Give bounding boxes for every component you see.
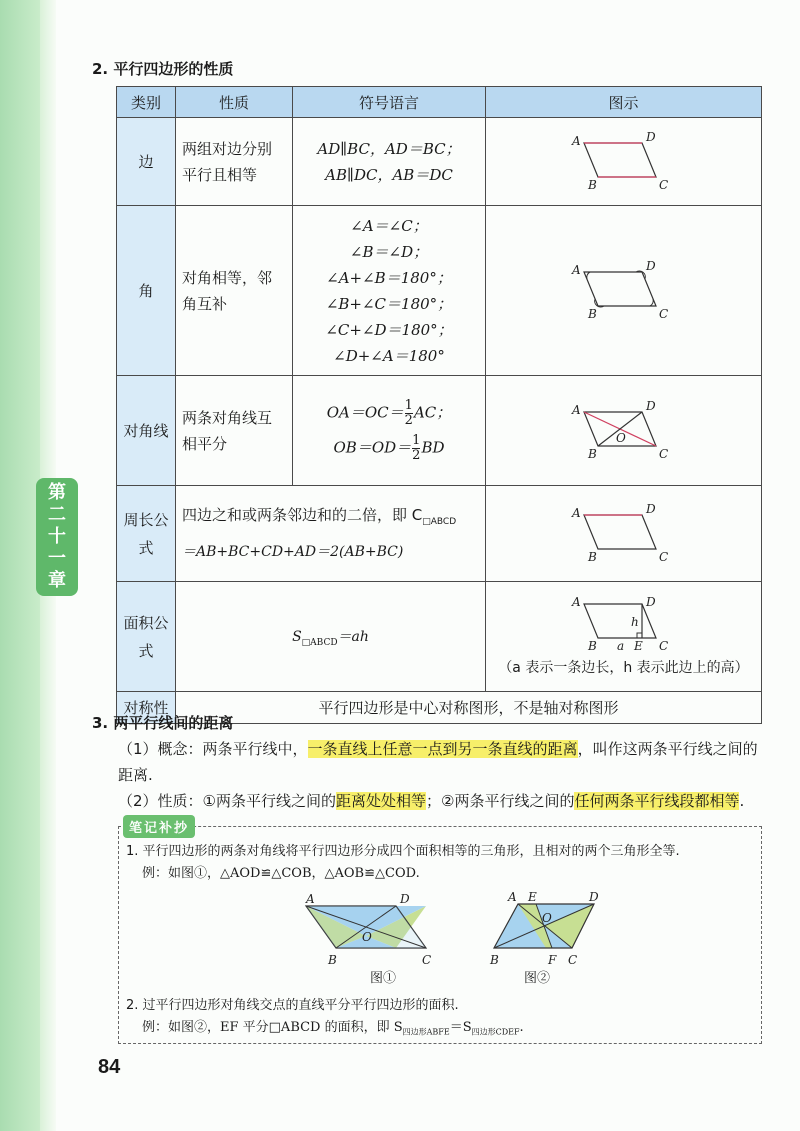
perimeter-line-1 — [182, 500, 479, 537]
left-margin-band — [0, 0, 40, 1131]
concept-paragraph — [118, 736, 768, 788]
label-A: A — [571, 133, 581, 148]
sym-side-1: AD∥BC，AD＝BC； — [317, 139, 461, 158]
perim-line1: 四边之和或两条邻边和的二倍，即 C — [182, 506, 423, 524]
fig-side — [486, 118, 762, 206]
label-D: D — [645, 258, 656, 273]
header-property: 性质 — [176, 87, 293, 118]
area-S: S — [292, 628, 302, 645]
sym-side-2: AB∥DC，AB＝DC — [325, 165, 453, 184]
fig2-label-C: C — [568, 953, 578, 967]
sym-angle-3: ∠A+∠B＝180°； — [326, 268, 452, 287]
note-2-example — [142, 1018, 524, 1043]
sym-diagonal — [293, 376, 486, 486]
n2-end: . — [519, 1020, 524, 1035]
cat-diagonal: 对角线 — [117, 376, 176, 486]
cat-area: 面积公式 — [117, 582, 176, 692]
fig1-label-O: O — [362, 930, 372, 944]
label-a: a — [616, 638, 624, 653]
fig2-label-A: A — [508, 890, 517, 904]
fig-angle — [486, 206, 762, 376]
label-C: C — [658, 177, 668, 192]
parallelogram-figure-side — [564, 125, 684, 195]
frac-num: 1 — [412, 432, 421, 448]
frac-num: 1 — [404, 397, 413, 413]
cat-side: 边 — [117, 118, 176, 206]
label-C: C — [658, 446, 668, 461]
table-row-perimeter — [117, 486, 762, 582]
note-figures — [296, 886, 606, 986]
label-D: D — [645, 129, 656, 144]
fraction-half — [405, 399, 413, 428]
section-2-title: 2. 平行四边形的性质 — [92, 60, 234, 78]
sym-angle-1: ∠A＝∠C； — [350, 216, 428, 235]
label-B: B — [587, 306, 597, 321]
sym-diag-2-pre: OB＝OD＝ — [333, 438, 412, 456]
label-B: B — [587, 549, 597, 564]
parallelogram-figure-area — [549, 592, 699, 654]
header-symbol: 符号语言 — [293, 87, 486, 118]
sym-angle-4: ∠B+∠C＝180°； — [325, 294, 453, 313]
fig1-label-C: C — [422, 953, 432, 967]
label-D: D — [645, 501, 656, 516]
prop-highlight-2: 任何两条平行线段都相等 — [574, 792, 740, 810]
perimeter-text — [176, 486, 486, 582]
concept-post: ，叫作这两条平行线之间的距离. — [118, 740, 758, 784]
prop-mid: ；②两条平行线之间的 — [426, 792, 575, 810]
sym-diag-1-pre: OA＝OC＝ — [326, 403, 404, 421]
table-row-area — [117, 582, 762, 692]
fig2-label-E: E — [528, 890, 537, 904]
header-category: 类别 — [117, 87, 176, 118]
property-paragraph — [118, 788, 768, 814]
chapter-tab-text: 第二十一章 — [48, 482, 66, 591]
label-B: B — [587, 638, 597, 653]
fig1-label-A: A — [306, 892, 315, 906]
fig2-label-B: B — [490, 953, 499, 967]
fig1-label-D: D — [400, 892, 410, 906]
n2-eq: ＝S — [449, 1020, 472, 1035]
sym-angle-6: ∠D+∠A＝180° — [333, 346, 445, 365]
symmetry-text: 平行四边形是中心对称图形，不是轴对称图形 — [176, 692, 762, 724]
note-1-example: 例：如图①，△AOD≌△COB，△AOB≌△COD. — [142, 866, 420, 881]
area-formula — [176, 582, 486, 692]
area-sub: □ABCD — [301, 637, 338, 648]
label-h: h — [630, 614, 639, 629]
table-row-side — [117, 118, 762, 206]
cat-perimeter: 周长公式 — [117, 486, 176, 582]
sym-diag-2-post: BD — [421, 438, 445, 456]
concept-pre: （1）概念：两条平行线中， — [118, 740, 308, 758]
label-D: D — [645, 594, 656, 609]
area-note: （a 表示一条边长，h 表示此边上的高） — [498, 659, 749, 676]
label-C: C — [658, 638, 668, 653]
sym-side — [293, 118, 486, 206]
prop-side: 两组对边分别平行且相等 — [176, 118, 293, 206]
prop-angle: 对角相等，邻角互补 — [176, 206, 293, 376]
page-number: 84 — [98, 1056, 121, 1078]
label-E: E — [633, 638, 643, 653]
section-3-title: 3. 两平行线间的距离 — [92, 714, 234, 732]
label-A: A — [571, 594, 581, 609]
perim-sub: □ABCD — [422, 517, 457, 527]
prop-post: . — [739, 792, 745, 810]
fig-area — [486, 582, 762, 692]
fig1-label-B: B — [328, 953, 337, 967]
label-B: B — [587, 177, 597, 192]
label-A: A — [571, 505, 581, 520]
frac-den: 2 — [412, 447, 421, 463]
cat-symmetry: 对称性 — [117, 692, 176, 724]
fig1-caption: 图① — [370, 971, 397, 986]
prop-diagonal: 两条对角线互相平分 — [176, 376, 293, 486]
prop-pre: （2）性质：①两条平行线之间的 — [118, 792, 336, 810]
n2-pre: 例：如图②，EF 平分□ABCD 的面积，即 S — [142, 1020, 403, 1035]
sym-angle-2: ∠B＝∠D； — [349, 242, 429, 261]
sym-angle-5: ∠C+∠D＝180°； — [325, 320, 453, 339]
area-post: ＝ah — [337, 628, 369, 645]
parallelogram-figure-angle — [564, 254, 684, 324]
fig2-label-F: F — [548, 953, 557, 967]
table-header-row — [117, 87, 762, 118]
header-figure: 图示 — [486, 87, 762, 118]
n2-sub1: 四边形ABFE — [402, 1027, 450, 1037]
sym-diag-1-post: AC； — [413, 403, 452, 421]
note-2: 2. 过平行四边形对角线交点的直线平分平行四边形的面积. — [126, 998, 459, 1013]
prop-highlight-1: 距离处处相等 — [336, 792, 427, 810]
parallelogram-figure-perimeter — [564, 497, 684, 567]
fraction-half — [412, 434, 420, 463]
sym-diagonal-2 — [294, 434, 484, 463]
cat-angle: 角 — [117, 206, 176, 376]
label-C: C — [658, 306, 668, 321]
properties-table — [116, 86, 762, 724]
label-B: B — [587, 446, 597, 461]
frac-den: 2 — [404, 412, 413, 428]
label-C: C — [658, 549, 668, 564]
table-row-angle — [117, 206, 762, 376]
label-A: A — [571, 402, 581, 417]
label-O: O — [615, 430, 626, 445]
concept-highlight: 一条直线上任意一点到另一条直线的距离 — [307, 740, 578, 758]
note-1: 1. 平行四边形的两条对角线将平行四边形分成四个面积相等的三角形，且相对的两个三角形全等. — [126, 844, 680, 859]
label-A: A — [571, 262, 581, 277]
label-D: D — [645, 398, 656, 413]
table-row-diagonal — [117, 376, 762, 486]
notes-badge: 笔记补抄 — [123, 815, 195, 838]
fig2-label-D: D — [589, 890, 599, 904]
sym-angle — [293, 206, 486, 376]
fig-diagonal — [486, 376, 762, 486]
perimeter-line-2: ＝AB+BC+CD+AD＝2(AB+BC) — [182, 544, 404, 560]
chapter-tab[interactable] — [36, 478, 78, 596]
sym-diagonal-1 — [294, 399, 484, 428]
n2-sub2: 四边形CDEF — [471, 1027, 520, 1037]
fig-perimeter — [486, 486, 762, 582]
fig2-label-O: O — [542, 911, 552, 925]
parallelogram-figure-diagonal — [564, 394, 684, 464]
fig2-caption: 图② — [524, 971, 551, 986]
